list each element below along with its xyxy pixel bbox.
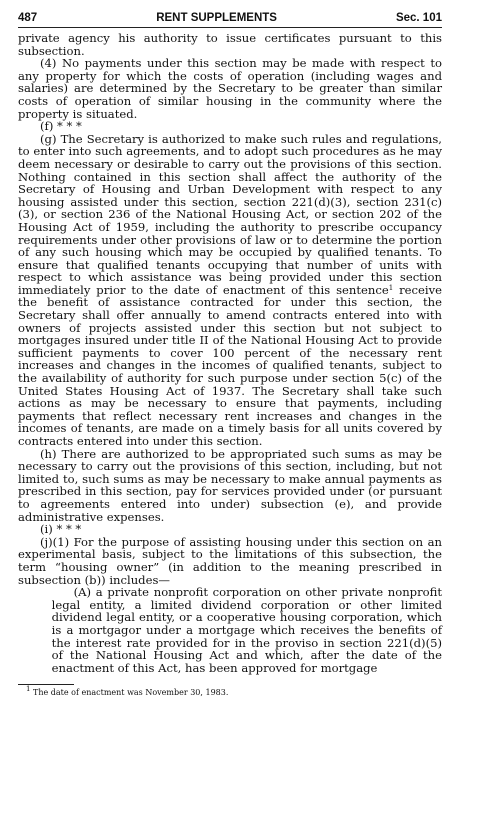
footnote-text: The date of enactment was November 30, 1983. — [33, 688, 229, 698]
paragraph-g-text-cont: receive the benefit of assistance contracted for under this section, the Secretary shall offer annually to amend contracts entered into with owners of projects assisted under this section but not subject to mortgages insured under title II of the National Housing Act to provide sufficient payments to cover 100 percent of the necessary rent increases and changes in the incomes of qualified tenants, subject to the availability of authority for such purpose under section 5(c) of the United States Housing Act of 1937. The Secretary shall take such actions as may be necessary to ensure that payments, including payments that reflect necessary rent increases and changes in the incomes of tenants, are made on a timely basis for all units covered by contracts entered into under this section. — [18, 282, 442, 448]
paragraph-j1: (j)(1) For the purpose of assisting housing under this section on an experimental basis, subject to the limitations of this subsection, the term “housing owner” (in addition to the meaning prescribed in subsection (b)) includes— — [18, 534, 442, 587]
paragraph-i: (i) * * * — [40, 522, 82, 537]
running-title: RENT SUPPLEMENTS — [156, 12, 277, 24]
paragraph-h: (h) There are authorized to be appropriated such sums as may be necessary to carry out the provisions of this section, including, but not limited to, such sums as may be necessary to make annual payments as prescribed in this section, pay for services provided under (or pursuant to agreements entered into under) subsection (e), and provide administrative expenses. — [18, 446, 442, 524]
footnote-mark: 1 — [26, 685, 31, 694]
section-number: Sec. 101 — [395, 12, 442, 24]
paragraph-4: (4) No payments under this section may be made with respect to any property for which the costs of operation (including wages and salaries) are determined by the Secretary to be greater than similar costs of operation of similar housing in the community where the property is situated. — [18, 56, 442, 121]
document-page — [18, 12, 442, 698]
footnote-reference: 1 — [388, 283, 394, 292]
document-body — [18, 32, 442, 674]
page-number: 487 — [18, 12, 38, 24]
footnote — [18, 685, 442, 698]
running-header — [18, 12, 442, 28]
paragraph-g — [18, 133, 442, 448]
paragraph-g-text: (g) The Secretary is authorized to make such rules and regulations, to enter into such agreements, and to adopt such procedures as he may deem necessary or desirable to carry out the provisions of this section. Nothing contained in this section shall affect the authority of the Secretary of Housing and Urban Development with respect to any housing assisted under this section, section 221(d)(3), section 231(c)(3), or section 236 of the National Housing Act, or section 202 of the Housing Act of 1959, including the authority to prescribe occupancy requirements under other provisions of law or to determine the portion of any such housing which may be occupied by qualified tenants. To ensure that qualified tenants occupying that number of units with respect to which assistance was being provided under this section immediately prior to the date of enactment of this sentence — [18, 131, 442, 297]
paragraph-f: (f) * * * — [40, 119, 82, 134]
paragraph-j1-a: (A) a private nonprofit corporation on other private nonprofit legal entity, a limited dividend corporation or other limited dividend legal entity, or a cooperative housing corporation, which is a mortgagor under a mortgage which receives the benefits of the interest rate provided for in the proviso in section 221(d)(5) of the National Housing Act and which, after the date of the enactment of this Act, has been approved for mortgage — [51, 585, 442, 675]
paragraph-continuation: private agency his authority to issue certificates pursuant to this subsection. — [18, 31, 442, 58]
